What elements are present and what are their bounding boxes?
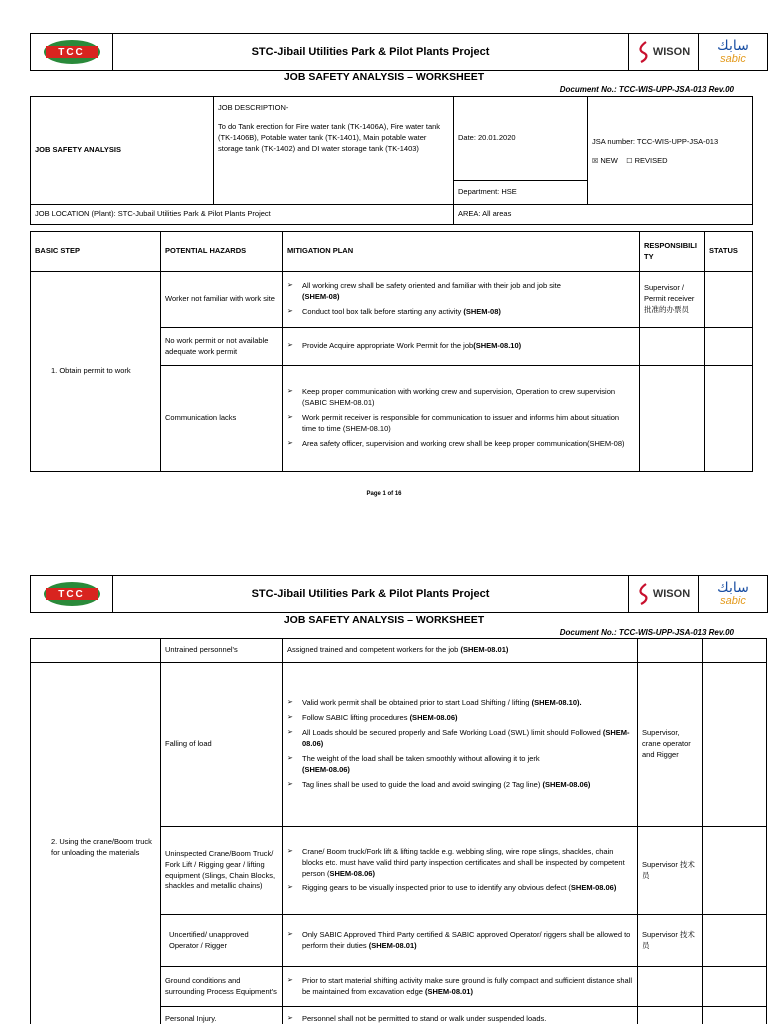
tcc-logo: TCC [44,582,100,606]
wison-logo: WISON [637,41,690,63]
responsibility-3 [640,366,705,472]
document-number: Document No.: TCC-WIS-UPP-JSA-013 Rev.00 [559,85,734,94]
mitigation-untrained: Assigned trained and competent workers for the job (SHEM-08.01) [283,639,638,663]
hazard-worker-not-familiar: Worker not familiar with work site [161,272,283,328]
jsa-steps-table-page-2 [30,638,767,1024]
col-potential-hazards: POTENTIAL HAZARDS [161,232,283,272]
department: Department: HSE [454,181,588,205]
sabic-logo: سابك sabic [717,38,749,65]
hazard-uncertified-operator: Uncertified/ unapproved Operator / Rigger [161,915,283,967]
responsibility-2 [640,328,705,366]
job-description: JOB DESCRIPTION- To do Tank erection for Fire water tank (TK-1406A), Fire water tank (TK-1406B), Potable water tank (TK-1401), Main potable water storage tank (TK-1402) and DI water storage tank (TK-1403) [214,97,454,205]
wison-logo: WISON [637,583,690,605]
mitigation-personal-injury: ➢ Personnel shall not be permitted to stand or walk under suspended loads. [283,1007,638,1024]
mitigation-uninspected: ➢ Crane/ Boom truck/Fork lift & lifting tackle e.g. webbing sling, wire rope slings, shackles, chain blocks etc. must have valid third party inspection certificates and shall be inspected by competent person (SHEM-08.06) ➢ Rigging gears to be visually inspected prior to use to identify any obvious defect (SHEM-08.06) [283,827,638,915]
mitigation-1: ➢ All working crew shall be safety oriented and familiar with their job and job site (SHEM-08) ➢ Conduct tool box talk before starting any activity (SHEM-08) [283,272,640,328]
responsibility-falling-load: Supervisor, crane operator and Rigger [638,663,703,827]
project-title: STC-Jibail Utilities Park & Pilot Plants Project [113,576,629,612]
hazard-personal-injury: Personal Injury. [161,1007,283,1024]
mitigation-ground: ➢ Prior to start material shifting activity make sure ground is fully compact and sufficient distance shall be maintained from excavation edge (SHEM-08.01) [283,967,638,1007]
wison-mark-icon [637,41,651,63]
responsibility-uncertified: Supervisor 技术员 [638,915,703,967]
mitigation-uncertified: ➢ Only SABIC Approved Third Party certified & SABIC approved Operator/ riggers shall be allowed to perform their duties (SHEM-08.01) [283,915,638,967]
col-status: STATUS [705,232,753,272]
wison-mark-icon [637,583,651,605]
col-mitigation-plan: MITIGATION PLAN [283,232,640,272]
jsa-number: JSA number: TCC-WIS-UPP-JSA-013 ☒ NEW ☐ REVISED [588,97,753,205]
job-location: JOB LOCATION (Plant): STC-Jubail Utilities Park & Pilot Plants Project [31,205,454,225]
mitigation-2: ➢ Provide Acquire appropriate Work Permit for the job(SHEM-08.10) [283,328,640,366]
step-1: 1. Obtain permit to work [31,272,161,472]
status-2 [705,328,753,366]
mitigation-falling-load: ➢ Valid work permit shall be obtained prior to start Load Shifting / lifting (SHEM-08.10). ➢ Follow SABIC lifting procedures (SHEM-08.06) ➢ All Loads should be secured properly and Safe Working Load (SWL) limit should Followed (SHEM-08.06) ➢ The weight of the load shall be taken smoothly without allowing it to jerk (SHEM-08.06) ➢ Tag lines shall be used to guide the load and avoid swinging (2 Tag line) (SHEM-08.06) [283,663,638,827]
sabic-logo: سابك sabic [717,580,749,607]
page-number: Page 1 of 16 [366,491,402,497]
tcc-logo: TCC [44,40,100,64]
step-2: 2. Using the crane/Boom truck for unloading the materials [31,663,161,1024]
hazard-no-work-permit: No work permit or not available adequate work permit [161,328,283,366]
area: AREA: All areas [454,205,753,225]
page-header [30,575,768,613]
hazard-uninspected-equipment: Uninspected Crane/Boom Truck/ Fork Lift / Rigging gear / lifting equipment (Slings, Chain Blocks, shackles and metallic chains) [161,827,283,915]
document-number: Document No.: TCC-WIS-UPP-JSA-013 Rev.00 [559,628,734,637]
hazard-falling-of-load: Falling of load [161,663,283,827]
jsa-label: JOB SAFETY ANALYSIS [31,97,214,205]
mitigation-3: ➢ Keep proper communication with working crew and supervision, Operation to crew supervision (SABIC SHEM-08.01) ➢ Work permit receiver is responsible for communication to issuer and informs him about situation time to time (SHEM-08.10) ➢ Area safety officer, supervision and working crew shall be keep proper communication(SHEM-08) [283,366,640,472]
hazard-untrained-personnel: Untrained personnel's [161,639,283,663]
col-responsibility: RESPONSIBILITY [640,232,705,272]
hazard-ground-conditions: Ground conditions and surrounding Process Equipment's [161,967,283,1007]
sheet-title: JOB SAFETY ANALYSIS – WORKSHEET [283,71,485,83]
status-1 [705,272,753,328]
jsa-info-table [30,96,753,225]
col-basic-step: BASIC STEP [31,232,161,272]
jsa-steps-table-page-1 [30,231,753,472]
project-title: STC-Jibail Utilities Park & Pilot Plants Project [113,34,629,70]
date: Date: 20.01.2020 [454,97,588,181]
status-3 [705,366,753,472]
hazard-communication-lacks: Communication lacks [161,366,283,472]
new-checkbox[interactable]: ☒ [592,156,599,165]
responsibility-uninspected: Supervisor 技术员 [638,827,703,915]
sheet-title: JOB SAFETY ANALYSIS – WORKSHEET [283,614,485,626]
page-header [30,33,768,71]
revised-checkbox[interactable]: ☐ [626,156,633,165]
responsibility-1: Supervisor / Permit receiver 批准的办票员 [640,272,705,328]
